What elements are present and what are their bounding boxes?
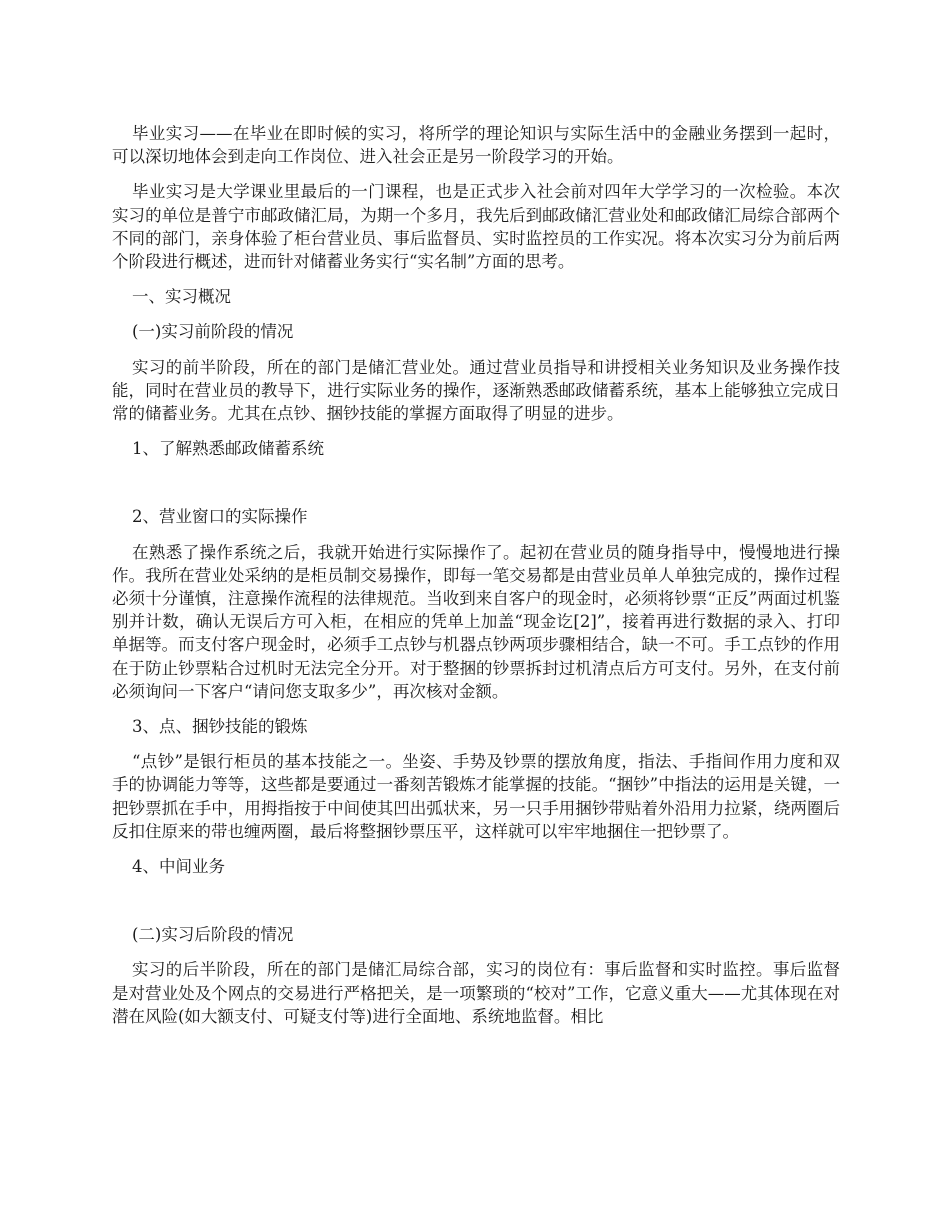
heading-section-1: 一、实习概况 — [132, 287, 231, 307]
heading-item-1: 1、了解熟悉邮政储蓄系统 — [132, 439, 324, 459]
paragraph-window-operation: 在熟悉了操作系统之后，我就开始进行实际操作了。起初在营业员的随身指导中，慢慢地进行操作。我所在营业处采纳的是柜员制交易操作，即每一笔交易都是由营业员单人单独完成的，操作过程必须十分谨慎，注意操作流程的法律规范。当收到来自客户的现金时，必须将钞票“正反”两面过机鉴别并计数，确认无误后方可入柜，在相应的凭单上加盖“现金讫[2]”，接着再进行数据的录入、打印单据等。而支付客户现金时，必须手工点钞与机器点钞两项步骤相结合，缺一不可。手工点钞的作用在于防止钞票粘合过机时无法完全分开。对于整捆的钞票拆封过机清点后方可支付。另外，在支付前必须询问一下客户“请问您支取多少”，再次核对金额。 — [112, 542, 840, 701]
heading-item-2: 2、营业窗口的实际操作 — [132, 507, 308, 527]
document-body — [112, 122, 840, 1040]
blank-gap — [112, 890, 840, 923]
heading-subsection-1: (一)实习前阶段的情况 — [132, 322, 294, 342]
paragraph-cash-skills: “点钞”是银行柜员的基本技能之一。坐姿、手势及钞票的摆放角度，指法、手指间作用力度和双手的协调能力等等，这些都是要通过一番刻苦锻炼才能掌握的技能。“捆钞”中指法的运用是关键，一把钞票抓在手中，用拇指按于中间使其凹出弧状来，另一只手用捆钞带贴着外沿用力拉紧，绕两圈后反扣住原来的带也缠两圈，最后将整捆钞票压平，这样就可以牢牢地捆住一把钞票了。 — [112, 752, 840, 841]
heading-subsection-2: (二)实习后阶段的情况 — [132, 925, 294, 945]
blank-gap — [112, 472, 840, 505]
paragraph-overview: 毕业实习是大学课业里最后的一门课程，也是正式步入社会前对四年大学学习的一次检验。本次实习的单位是普宁市邮政储汇局，为期一个多月，我先后到邮政储汇营业处和邮政储汇局综合部两个不同的部门，亲身体验了柜台营业员、事后监督员、实时监控员的工作实况。将本次实习分为前后两个阶段进行概述，进而针对储蓄业务实行“实名制”方面的思考。 — [112, 182, 840, 272]
heading-item-3: 3、点、捆钞技能的锻炼 — [132, 717, 308, 737]
paragraph-intro: 毕业实习——在毕业在即时候的实习，将所学的理论知识与实际生活中的金融业务摆到一起时，可以深切地体会到走向工作岗位、进入社会正是另一阶段学习的开始。 — [112, 124, 840, 167]
paragraph-first-stage: 实习的前半阶段，所在的部门是储汇营业处。通过营业员指导和讲授相关业务知识及业务操作技能，同时在营业员的教导下，进行实际业务的操作，逐渐熟悉邮政储蓄系统，基本上能够独立完成日常的储蓄业务。尤其在点钞、捆钞技能的掌握方面取得了明显的进步。 — [112, 357, 840, 424]
paragraph-second-stage: 实习的后半阶段，所在的部门是储汇局综合部，实习的岗位有：事后监督和实时监控。事后监督是对营业处及个网点的交易进行严格把关，是一项繁琐的“校对”工作，它意义重大——尤其体现在对潜在风险(如大额支付、可疑支付等)进行全面地、系统地监督。相比 — [112, 960, 840, 1026]
heading-item-4: 4、中间业务 — [132, 857, 225, 877]
